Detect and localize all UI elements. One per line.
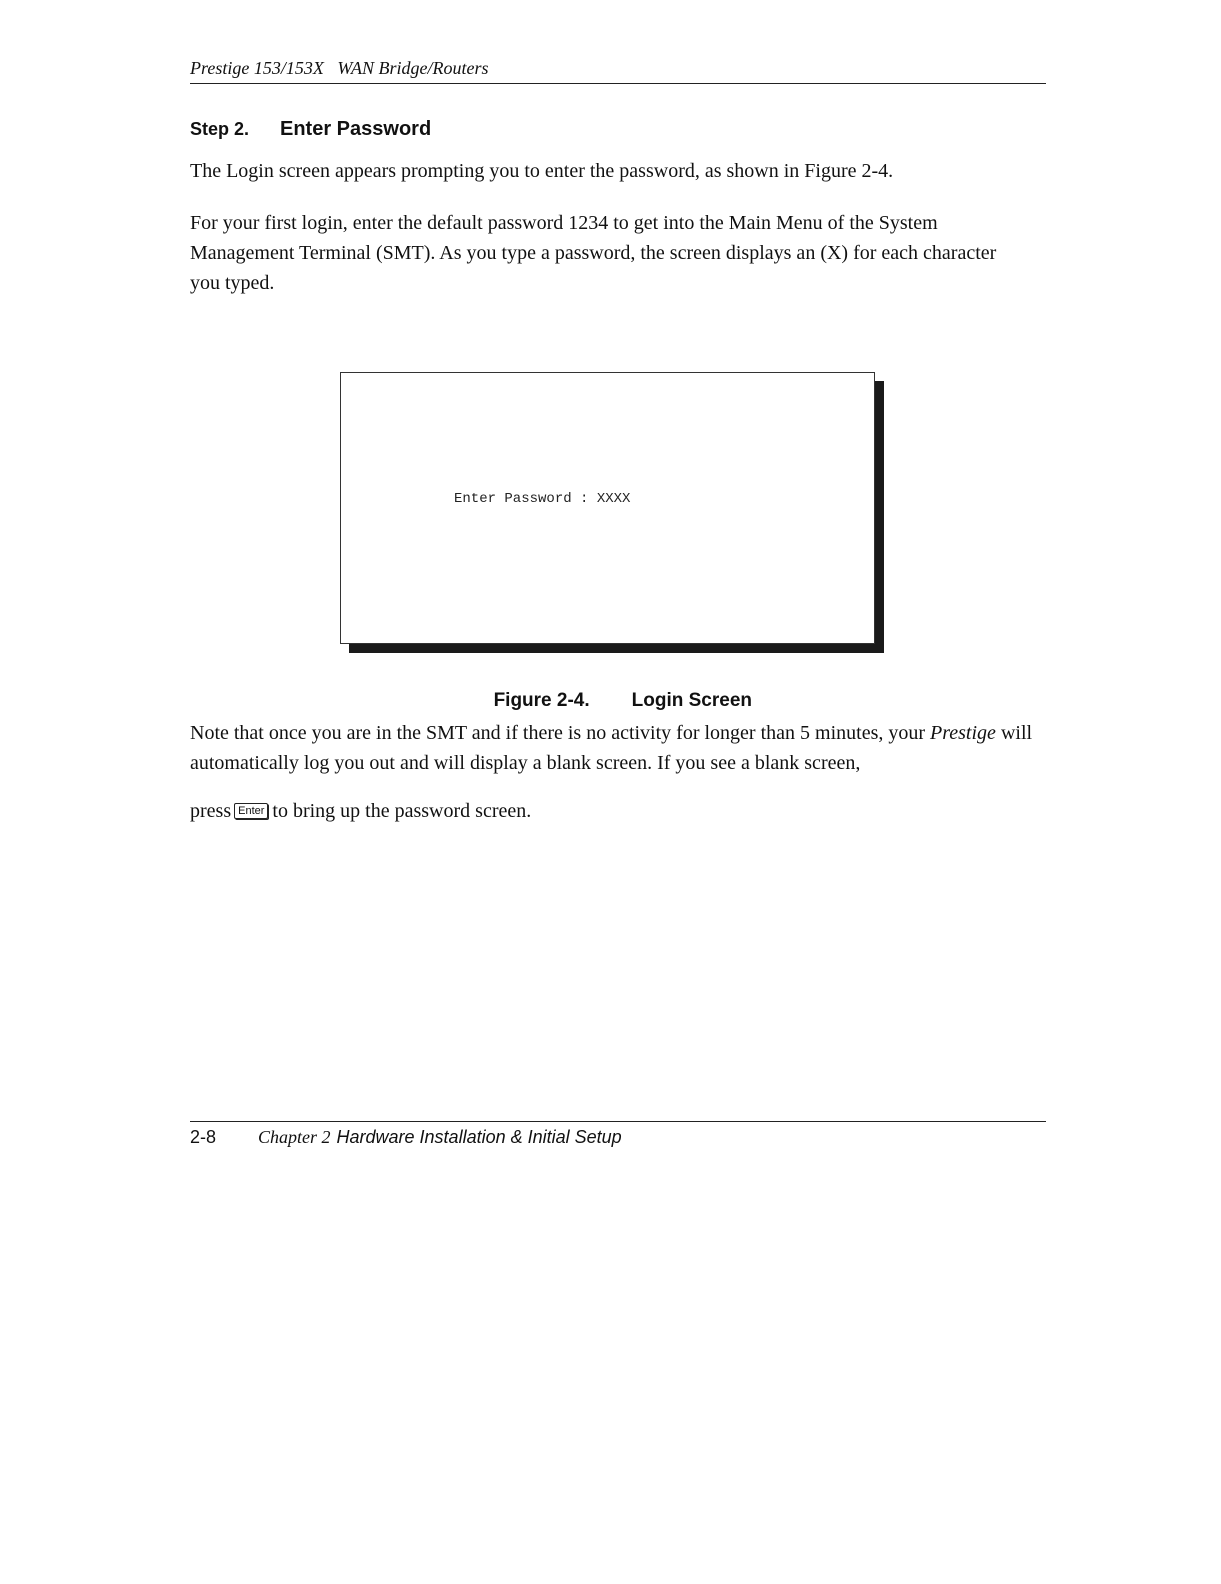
press-text: press <box>190 800 232 822</box>
figure-caption <box>483 668 752 712</box>
timeout-text-start: Note that once you are in the SMT and if there is no activity for longer than 5 minutes, your <box>190 722 931 744</box>
page-number: 2-8 <box>190 1127 217 1147</box>
paragraph-timeout <box>190 718 1050 778</box>
password-prompt: Enter Password : XXXX <box>454 491 631 507</box>
product-name: Prestige <box>930 722 996 744</box>
step-number: Step 2. <box>190 119 250 139</box>
step-title: Enter Password <box>280 118 432 140</box>
footer-rule <box>190 1121 1046 1122</box>
paragraph-press-enter <box>190 796 1010 826</box>
step-heading <box>190 118 431 141</box>
press-text-end: to bring up the password screen. <box>272 800 532 822</box>
enter-key-icon: Enter <box>234 803 268 819</box>
timeout-text-end: will automatically log you out and will display a blank screen. If you see a blank screen, <box>190 722 1033 774</box>
chapter-title: Hardware Installation & Initial Setup <box>336 1127 622 1147</box>
paragraph-intro: The Login screen appears prompting you to enter the password, as shown in Figure 2-4. <box>190 160 894 182</box>
login-screen-figure <box>340 372 875 644</box>
header-rule <box>190 83 1046 84</box>
paragraph-first-login: For your first login, enter the default password 1234 to get into the Main Menu of the System Management Terminal (SMT). As you type a password, the screen displays an (X) for each character you typed. <box>190 212 997 294</box>
caption-number: Figure 2-4. <box>493 690 590 711</box>
caption-title: Login Screen <box>631 690 752 711</box>
page-footer <box>190 1127 622 1148</box>
chapter-label: Chapter 2 <box>258 1127 331 1147</box>
running-header: Prestige 153/153X WAN Bridge/Routers <box>190 58 489 78</box>
